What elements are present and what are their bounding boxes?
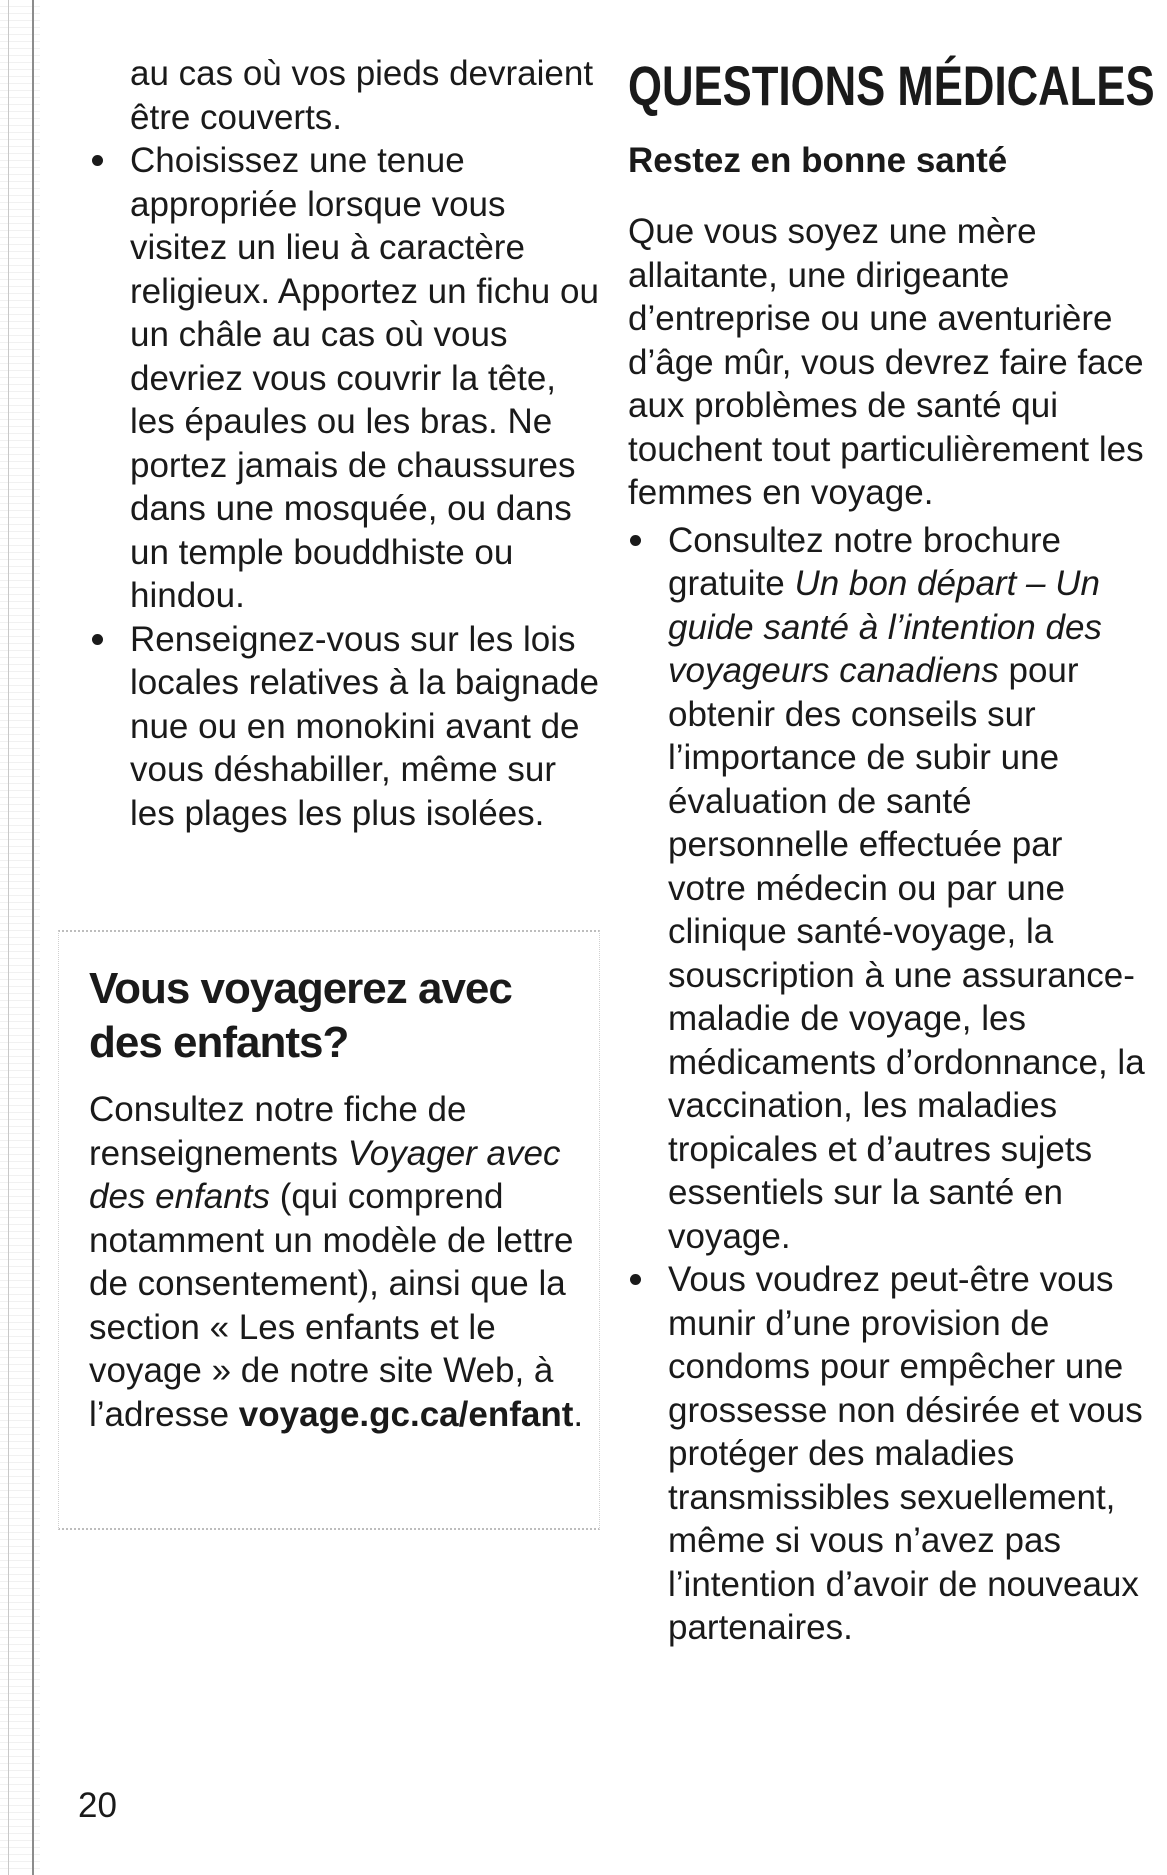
- binding-rule: [32, 0, 34, 1875]
- health-list: [628, 519, 1148, 1650]
- intro-text: au cas où vos pieds devraient être couverts.: [130, 54, 594, 137]
- children-url-link[interactable]: voyage.gc.ca/enfant: [238, 1394, 574, 1434]
- binding-edge: [0, 0, 40, 1875]
- bullet-icon: [630, 535, 641, 546]
- children-paragraph: [89, 1088, 589, 1436]
- children-heading: Vous voyagerez avec des enfants?: [89, 964, 512, 1067]
- children-doc-title: Voyager avec des enfants: [89, 1133, 561, 1216]
- brochure-title: Un bon départ – Un guide santé à l’intention des voyageurs canadiens: [668, 564, 1102, 690]
- list-item-text: Renseignez-vous sur les lois locales relatives à la baignade nue ou en monokini avant de vous déshabiller, même sur les plages les plus isolées.: [130, 619, 599, 833]
- children-text-before: Consultez notre fiche de renseignements: [89, 1090, 467, 1173]
- bullet-icon: [92, 634, 103, 645]
- dress-code-list: [90, 139, 600, 835]
- bullet-icon: [92, 155, 103, 166]
- list-item: [628, 1258, 1148, 1650]
- page-number: 20: [78, 1786, 117, 1825]
- section-title: QUESTIONS MÉDICALES: [628, 54, 1155, 117]
- subheading: Restez en bonne santé: [628, 141, 1008, 180]
- children-info-box: [58, 930, 600, 1530]
- right-column: [628, 52, 1155, 1650]
- children-text-middle: (qui comprend notamment un modèle de lettre de consentement), ainsi que la section « Les enfants et le voyage » de notre site Web, à l’adresse: [89, 1177, 574, 1434]
- children-text-after: .: [573, 1394, 584, 1434]
- list-item-text: Choisissez une tenue appropriée lorsque vous visitez un lieu à caractère religieux. Apportez un fichu ou un châle au cas où vous devriez vous couvrir la tête, les épaules ou les bras. Ne portez jamais de chaussures dans une mosquée, ou dans un temple bouddhiste ou hindou.: [130, 141, 599, 615]
- list-item: [90, 618, 600, 836]
- children-box-content: [89, 962, 589, 1436]
- list-item: [628, 519, 1148, 1259]
- health-intro-paragraph: Que vous soyez une mère allaitante, une dirigeante d’entreprise ou une aventurière d’âge mûr, vous devrez faire face aux problèmes de santé qui touchent tout particulièrement les femmes en voyage.: [628, 212, 1144, 512]
- bullet-icon: [630, 1274, 641, 1285]
- left-column: [90, 52, 600, 835]
- binding-rule-outer: [8, 0, 9, 1875]
- list-item: [90, 139, 600, 618]
- list-item-text-before: Consultez notre brochure gratuite: [668, 520, 1061, 603]
- list-item-text: Vous voudrez peut-être vous munir d’une provision de condoms pour empêcher une grossesse non désirée et vous protéger des maladies transmissibles sexuellement, même si vous n’avez pas l’intention d’avoir de nouveaux partenaires.: [668, 1260, 1143, 1647]
- list-item-text-after: pour obtenir des conseils sur l’importance de subir une évaluation de santé personnelle effectuée par votre médecin ou par une clinique santé-voyage, la souscription à une assurance-maladie de voyage, les médicaments d’ordonnance, la vaccination, les maladies tropicales et d’autres sujets essentiels sur la santé en voyage.: [668, 651, 1145, 1256]
